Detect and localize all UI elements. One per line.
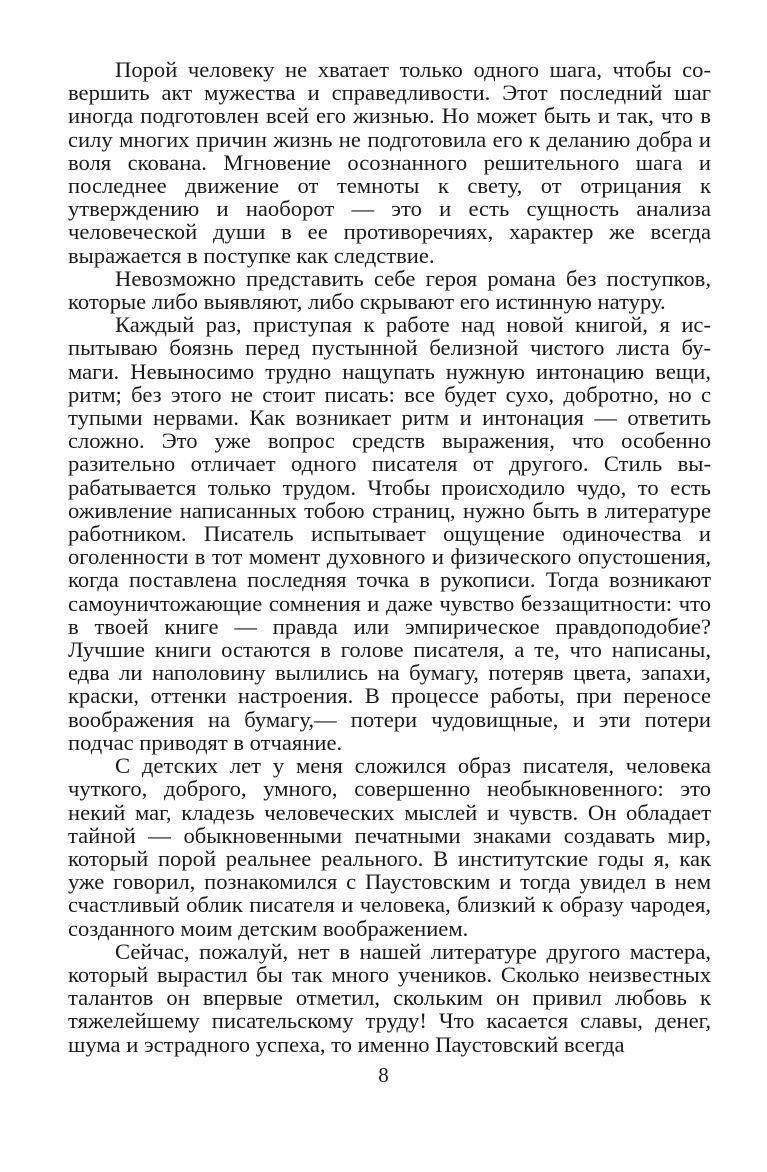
paragraph-3: Каждый раз, приступая к работе над новой книгой, я испытываю боязнь перед пустынной белизной чистого листа бумаги. Невыносимо трудно нащупать нужную интонацию вещи, ритм; без этого не стоит писать: все будет сухо, добротно, но с тупыми нервами. Как возникает ритм и интонация — ответить сложно. Это уже вопрос средств выражения, что особенно разительно отличает одного писателя от другого. Стиль вырабатывается только трудом. Чтобы происходило чудо, то есть оживление написанных тобою страниц, нужно быть в литературе работником. Писатель испытывает ощущение одиночества и оголенности в тот момент духовного и физического опустошения, когда поставлена последняя точка в рукописи. Тогда возникают самоуничтожающие сомнения и даже чувство беззащитности: что в твоей книге — правда или эмпирическое правдоподобие? Лучшие книги остаются в голове писателя, а те, что написаны, едва ли наполовину вылились на бумагу, потеряв цвета, запахи, краски, оттенки настроения. В процессе работы, при переносе воображения на бумагу,— потери чудовищные, и эти потери подчас приводят в отчаяние.	[68, 312, 711, 755]
paragraph-5: Сейчас, пожалуй, нет в нашей литературе другого мастера, который вырастил бы так много учеников. Сколько неизвестных талантов он впервые отметил, скольким он привил любовь к тяжелейшему писательскому труду! Что касается славы, денег, шума и эстрадного успеха, то именно Паустовский всегда	[68, 938, 711, 1057]
page-body	[68, 58, 711, 1056]
page-number: 8	[378, 1063, 389, 1087]
paragraph-4: С детских лет у меня сложился образ писателя, человека чуткого, доброго, умного, совершенно необыкновенного: это некий маг, кладезь человеческих мыслей и чувств. Он обладает тайной — обыкновенными печатными знаками создавать мир, который порой реальнее реального. В институтские годы я, как уже говорил, познакомился с Паустовским и тогда увидел в нем счастливый облик писателя и человека, близкий к образу чародея, созданного моим детским воображением.	[68, 753, 711, 941]
paragraph-1: Порой человеку не хватает только одного шага, чтобы совершить акт мужества и справедливости. Этот последний шаг иногда подготовлен всей его жизнью. Но может быть и так, что в силу многих причин жизнь не подготовила его к деланию добра и воля скована. Мгновение осознанного решительного шага и последнее движение от темноты к свету, от отрицания к утверждению и наоборот — это и есть сущность анализа человеческой души в ее противоречиях, характер же всегда выражается в поступке как следствие.	[68, 57, 711, 268]
paragraph-2: Невозможно представить себе героя романа без поступков, которые либо выявляют, либо скрывают его истинную натуру.	[68, 265, 711, 315]
